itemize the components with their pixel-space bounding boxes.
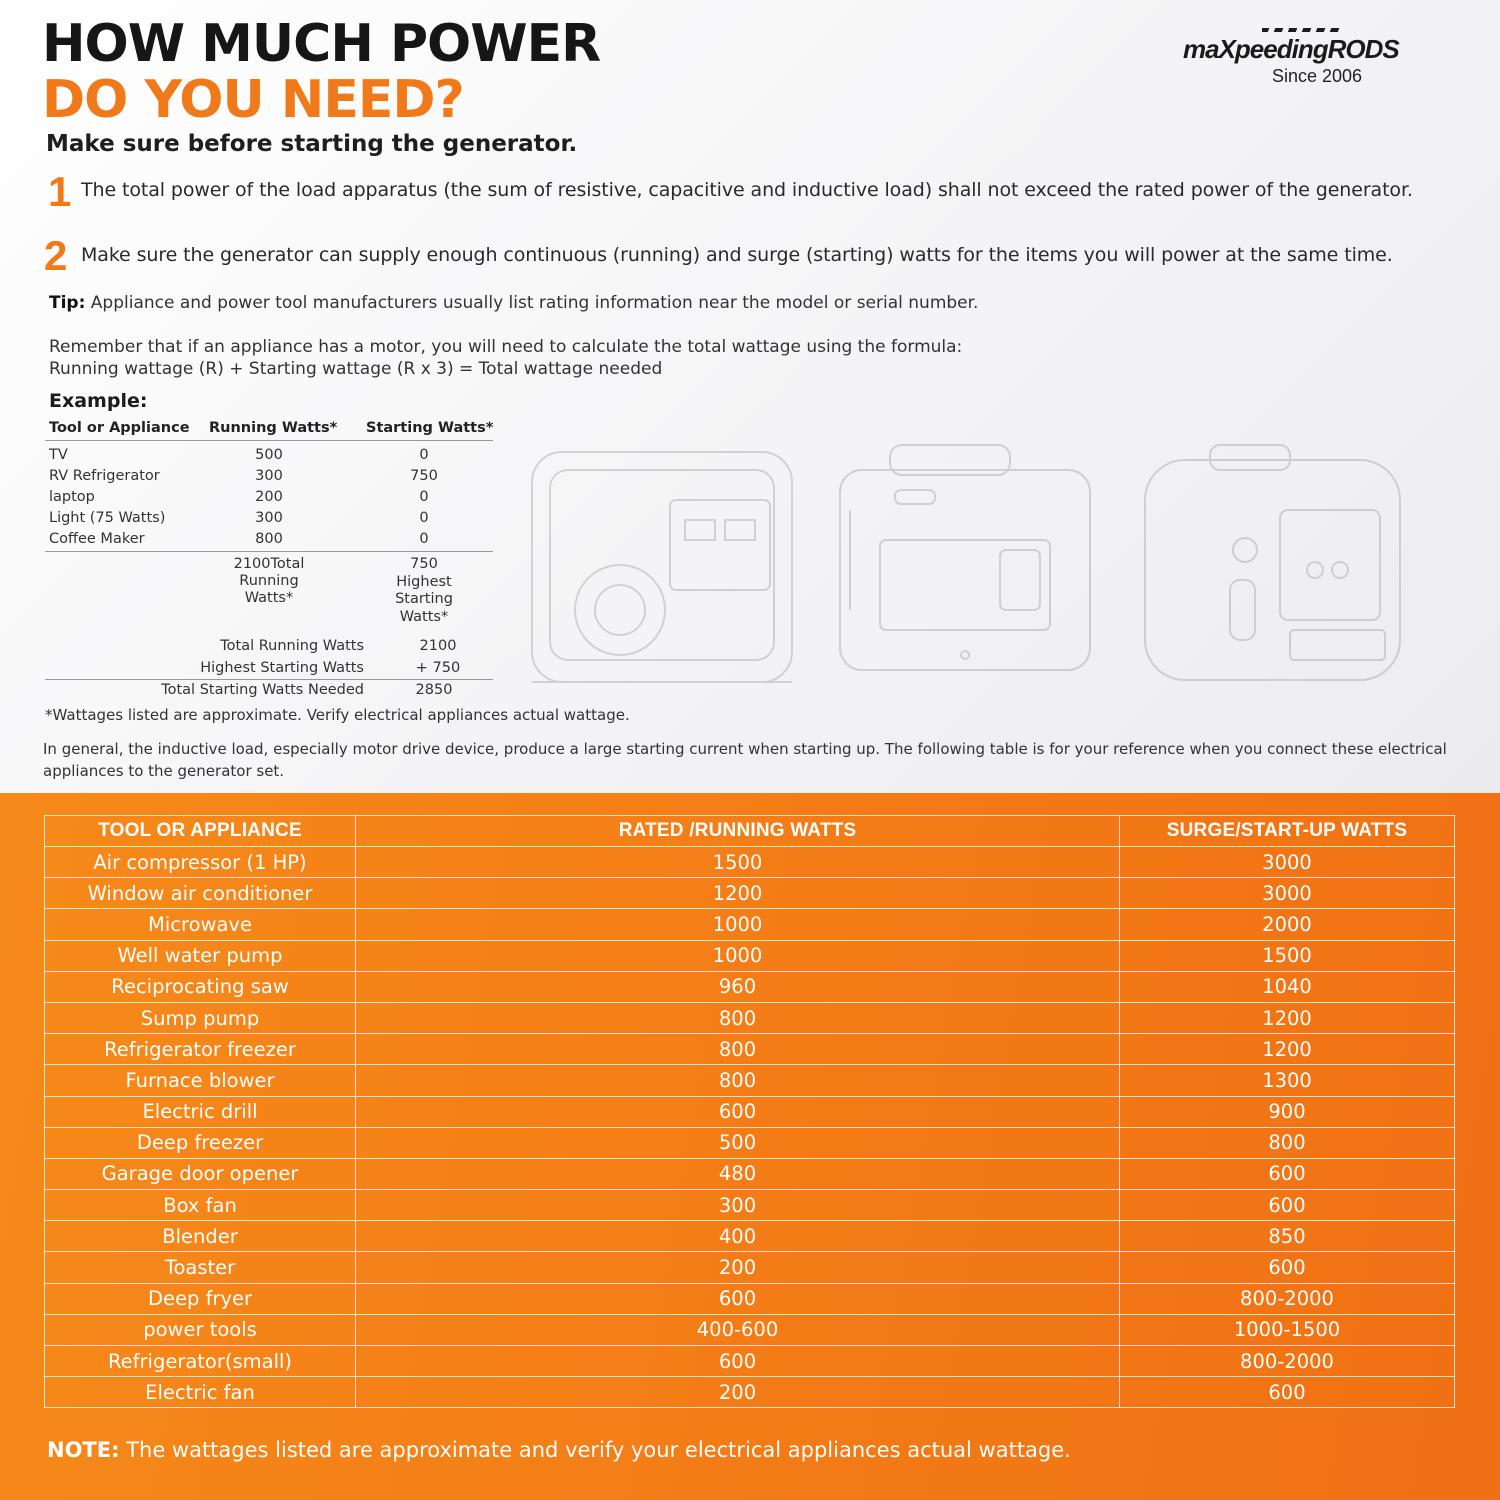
example-cell-running: 200: [255, 489, 283, 505]
starting-total-label: Highest: [396, 573, 452, 590]
open-frame-generator-icon: [532, 452, 792, 682]
example-col-tool: Tool or Appliance: [49, 420, 190, 436]
cell-surge-watts: 800-2000: [1120, 1283, 1455, 1314]
cell-running-watts: 200: [356, 1252, 1120, 1283]
rule-2-text: Make sure the generator can supply enough continuous (running) and surge (starting) watts for the items you will power at the same time.: [81, 244, 1393, 266]
note-text: The wattages listed are approximate and verify your electrical appliances actual wattage.: [119, 1438, 1071, 1462]
table-row: [45, 909, 1455, 940]
example-cell-starting: 0: [419, 531, 429, 547]
cell-surge-watts: 800-2000: [1120, 1346, 1455, 1377]
cell-surge-watts: 1500: [1120, 940, 1455, 971]
cell-surge-watts: 600: [1120, 1158, 1455, 1189]
col-header-tool: TOOL OR APPLIANCE: [45, 816, 356, 847]
example-cell-tool: Coffee Maker: [49, 531, 145, 547]
cell-running-watts: 1500: [356, 847, 1120, 878]
cell-tool: Box fan: [45, 1190, 356, 1221]
logo-checkered-flag-icon: [1262, 26, 1352, 36]
cell-surge-watts: 1200: [1120, 1002, 1455, 1033]
rule-1-text: The total power of the load apparatus (the sum of resistive, capacitive and inductive load) shall not exceed the rated power of the generator.: [81, 179, 1413, 201]
summary-value: 2100: [419, 638, 457, 654]
table-row: [45, 1190, 1455, 1221]
summary-value: 2850: [415, 682, 453, 698]
cell-running-watts: 800: [356, 1002, 1120, 1033]
table-row: [45, 847, 1455, 878]
cell-surge-watts: 600: [1120, 1252, 1455, 1283]
cell-surge-watts: 1300: [1120, 1065, 1455, 1096]
cell-running-watts: 500: [356, 1127, 1120, 1158]
example-total-divider: [45, 551, 493, 552]
cell-running-watts: 600: [356, 1096, 1120, 1127]
example-cell-starting: 0: [419, 447, 429, 463]
table-row: [45, 1346, 1455, 1377]
table-row: [45, 1221, 1455, 1252]
table-row: [45, 1252, 1455, 1283]
starting-total-value: 750: [410, 556, 438, 572]
cell-tool: power tools: [45, 1314, 356, 1345]
example-col-starting: Starting Watts*: [366, 420, 494, 436]
cell-surge-watts: 2000: [1120, 909, 1455, 940]
brand-since: Since 2006: [1272, 66, 1363, 86]
summary-value: + 750: [415, 660, 461, 676]
example-cell-running: 500: [255, 447, 283, 463]
running-total-label: Watts*: [244, 590, 294, 606]
example-running-total: [214, 556, 324, 607]
cell-tool: Garage door opener: [45, 1158, 356, 1189]
cell-running-watts: 1000: [356, 909, 1120, 940]
cell-running-watts: 300: [356, 1190, 1120, 1221]
starting-total-label: Starting: [395, 591, 453, 607]
cell-running-watts: 600: [356, 1346, 1120, 1377]
cell-tool: Deep freezer: [45, 1127, 356, 1158]
example-footnote: *Wattages listed are approximate. Verify electrical appliances actual wattage.: [45, 706, 630, 724]
cell-surge-watts: 800: [1120, 1127, 1455, 1158]
example-cell-tool: laptop: [49, 489, 95, 505]
cell-surge-watts: 600: [1120, 1377, 1455, 1408]
example-cell-running: 800: [255, 531, 283, 547]
formula-note: [49, 336, 962, 380]
reference-table: [44, 815, 1455, 1408]
brand-logo: maXpeedingRODS: [1183, 34, 1399, 64]
cell-tool: Furnace blower: [45, 1065, 356, 1096]
running-total-label: Running: [239, 573, 299, 589]
cell-surge-watts: 900: [1120, 1096, 1455, 1127]
bottom-note: [47, 1438, 1071, 1462]
table-row: [45, 1377, 1455, 1408]
cell-running-watts: 800: [356, 1034, 1120, 1065]
example-cell-running: 300: [255, 510, 283, 526]
cell-running-watts: 400: [356, 1221, 1120, 1252]
portable-generator-icon: [1145, 445, 1400, 680]
cell-surge-watts: 1040: [1120, 971, 1455, 1002]
note-label: NOTE:: [47, 1438, 120, 1462]
tip-text: [49, 293, 978, 313]
table-row: [45, 1096, 1455, 1127]
table-header-row: [45, 816, 1455, 847]
table-row: [45, 940, 1455, 971]
table-row: [45, 1065, 1455, 1096]
table-row: [45, 1283, 1455, 1314]
cell-tool: Window air conditioner: [45, 878, 356, 909]
example-cell-starting: 750: [410, 468, 438, 484]
generator-illustrations: [520, 430, 1420, 710]
cell-tool: Sump pump: [45, 1002, 356, 1033]
example-cell-tool: RV Refrigerator: [49, 468, 160, 484]
page-title-line1: HOW MUCH POWER: [42, 14, 601, 74]
cell-tool: Well water pump: [45, 940, 356, 971]
cell-surge-watts: 850: [1120, 1221, 1455, 1252]
cell-running-watts: 1200: [356, 878, 1120, 909]
cell-tool: Deep fryer: [45, 1283, 356, 1314]
starting-total-label: Watts*: [399, 608, 449, 625]
cell-running-watts: 600: [356, 1283, 1120, 1314]
tip-body: Appliance and power tool manufacturers usually list rating information near the model or serial number.: [85, 293, 979, 313]
example-col-running: Running Watts*: [209, 420, 338, 436]
running-total-value: 2100Total: [233, 556, 305, 572]
cell-tool: Air compressor (1 HP): [45, 847, 356, 878]
table-row: [45, 1158, 1455, 1189]
cell-tool: Blender: [45, 1221, 356, 1252]
rule-1-number: 1: [48, 168, 72, 215]
inverter-generator-icon: [840, 445, 1090, 670]
cell-tool: Electric fan: [45, 1377, 356, 1408]
cell-tool: Toaster: [45, 1252, 356, 1283]
cell-surge-watts: 1000-1500: [1120, 1314, 1455, 1345]
formula-note-line2: Running wattage (R) + Starting wattage (R x 3) = Total wattage needed: [49, 359, 663, 379]
table-row: [45, 971, 1455, 1002]
formula-note-line1: Remember that if an appliance has a motor, you will need to calculate the total wattage using the formula:: [49, 337, 963, 357]
cell-running-watts: 200: [356, 1377, 1120, 1408]
cell-surge-watts: 1200: [1120, 1034, 1455, 1065]
table-row: [45, 1002, 1455, 1033]
cell-running-watts: 800: [356, 1065, 1120, 1096]
rule-2-number: 2: [44, 232, 68, 279]
page-title-line2: DO YOU NEED?: [42, 70, 464, 130]
example-header-divider: [45, 440, 493, 441]
summary-label: Highest Starting Watts: [200, 660, 364, 676]
summary-divider: [45, 679, 493, 680]
cell-tool: Reciprocating saw: [45, 971, 356, 1002]
cell-tool: Electric drill: [45, 1096, 356, 1127]
cell-running-watts: 480: [356, 1158, 1120, 1189]
cell-surge-watts: 3000: [1120, 878, 1455, 909]
summary-label: Total Starting Watts Needed: [161, 682, 364, 698]
cell-tool: Refrigerator freezer: [45, 1034, 356, 1065]
general-note: In general, the inductive load, especially motor drive device, produce a large starting current when starting up. The following table is for your reference when you connect these electrical appliances to the generator set.: [43, 740, 1447, 780]
table-row: [45, 878, 1455, 909]
example-heading: Example:: [49, 390, 148, 412]
col-header-running: RATED /RUNNING WATTS: [356, 816, 1120, 847]
example-starting-total: [369, 556, 479, 626]
example-cell-tool: TV: [49, 447, 68, 463]
cell-tool: Microwave: [45, 909, 356, 940]
example-cell-tool: Light (75 Watts): [49, 510, 166, 526]
summary-label: Total Running Watts: [220, 638, 364, 654]
tip-label: Tip:: [49, 293, 86, 313]
table-row: [45, 1034, 1455, 1065]
example-cell-starting: 0: [419, 510, 429, 526]
col-header-surge: SURGE/START-UP WATTS: [1120, 816, 1455, 847]
cell-surge-watts: 3000: [1120, 847, 1455, 878]
table-row: [45, 1314, 1455, 1345]
example-cell-starting: 0: [419, 489, 429, 505]
page-subtitle: Make sure before starting the generator.: [46, 131, 578, 157]
cell-running-watts: 960: [356, 971, 1120, 1002]
cell-running-watts: 1000: [356, 940, 1120, 971]
cell-running-watts: 400-600: [356, 1314, 1120, 1345]
example-cell-running: 300: [255, 468, 283, 484]
table-row: [45, 1127, 1455, 1158]
cell-surge-watts: 600: [1120, 1190, 1455, 1221]
cell-tool: Refrigerator(small): [45, 1346, 356, 1377]
